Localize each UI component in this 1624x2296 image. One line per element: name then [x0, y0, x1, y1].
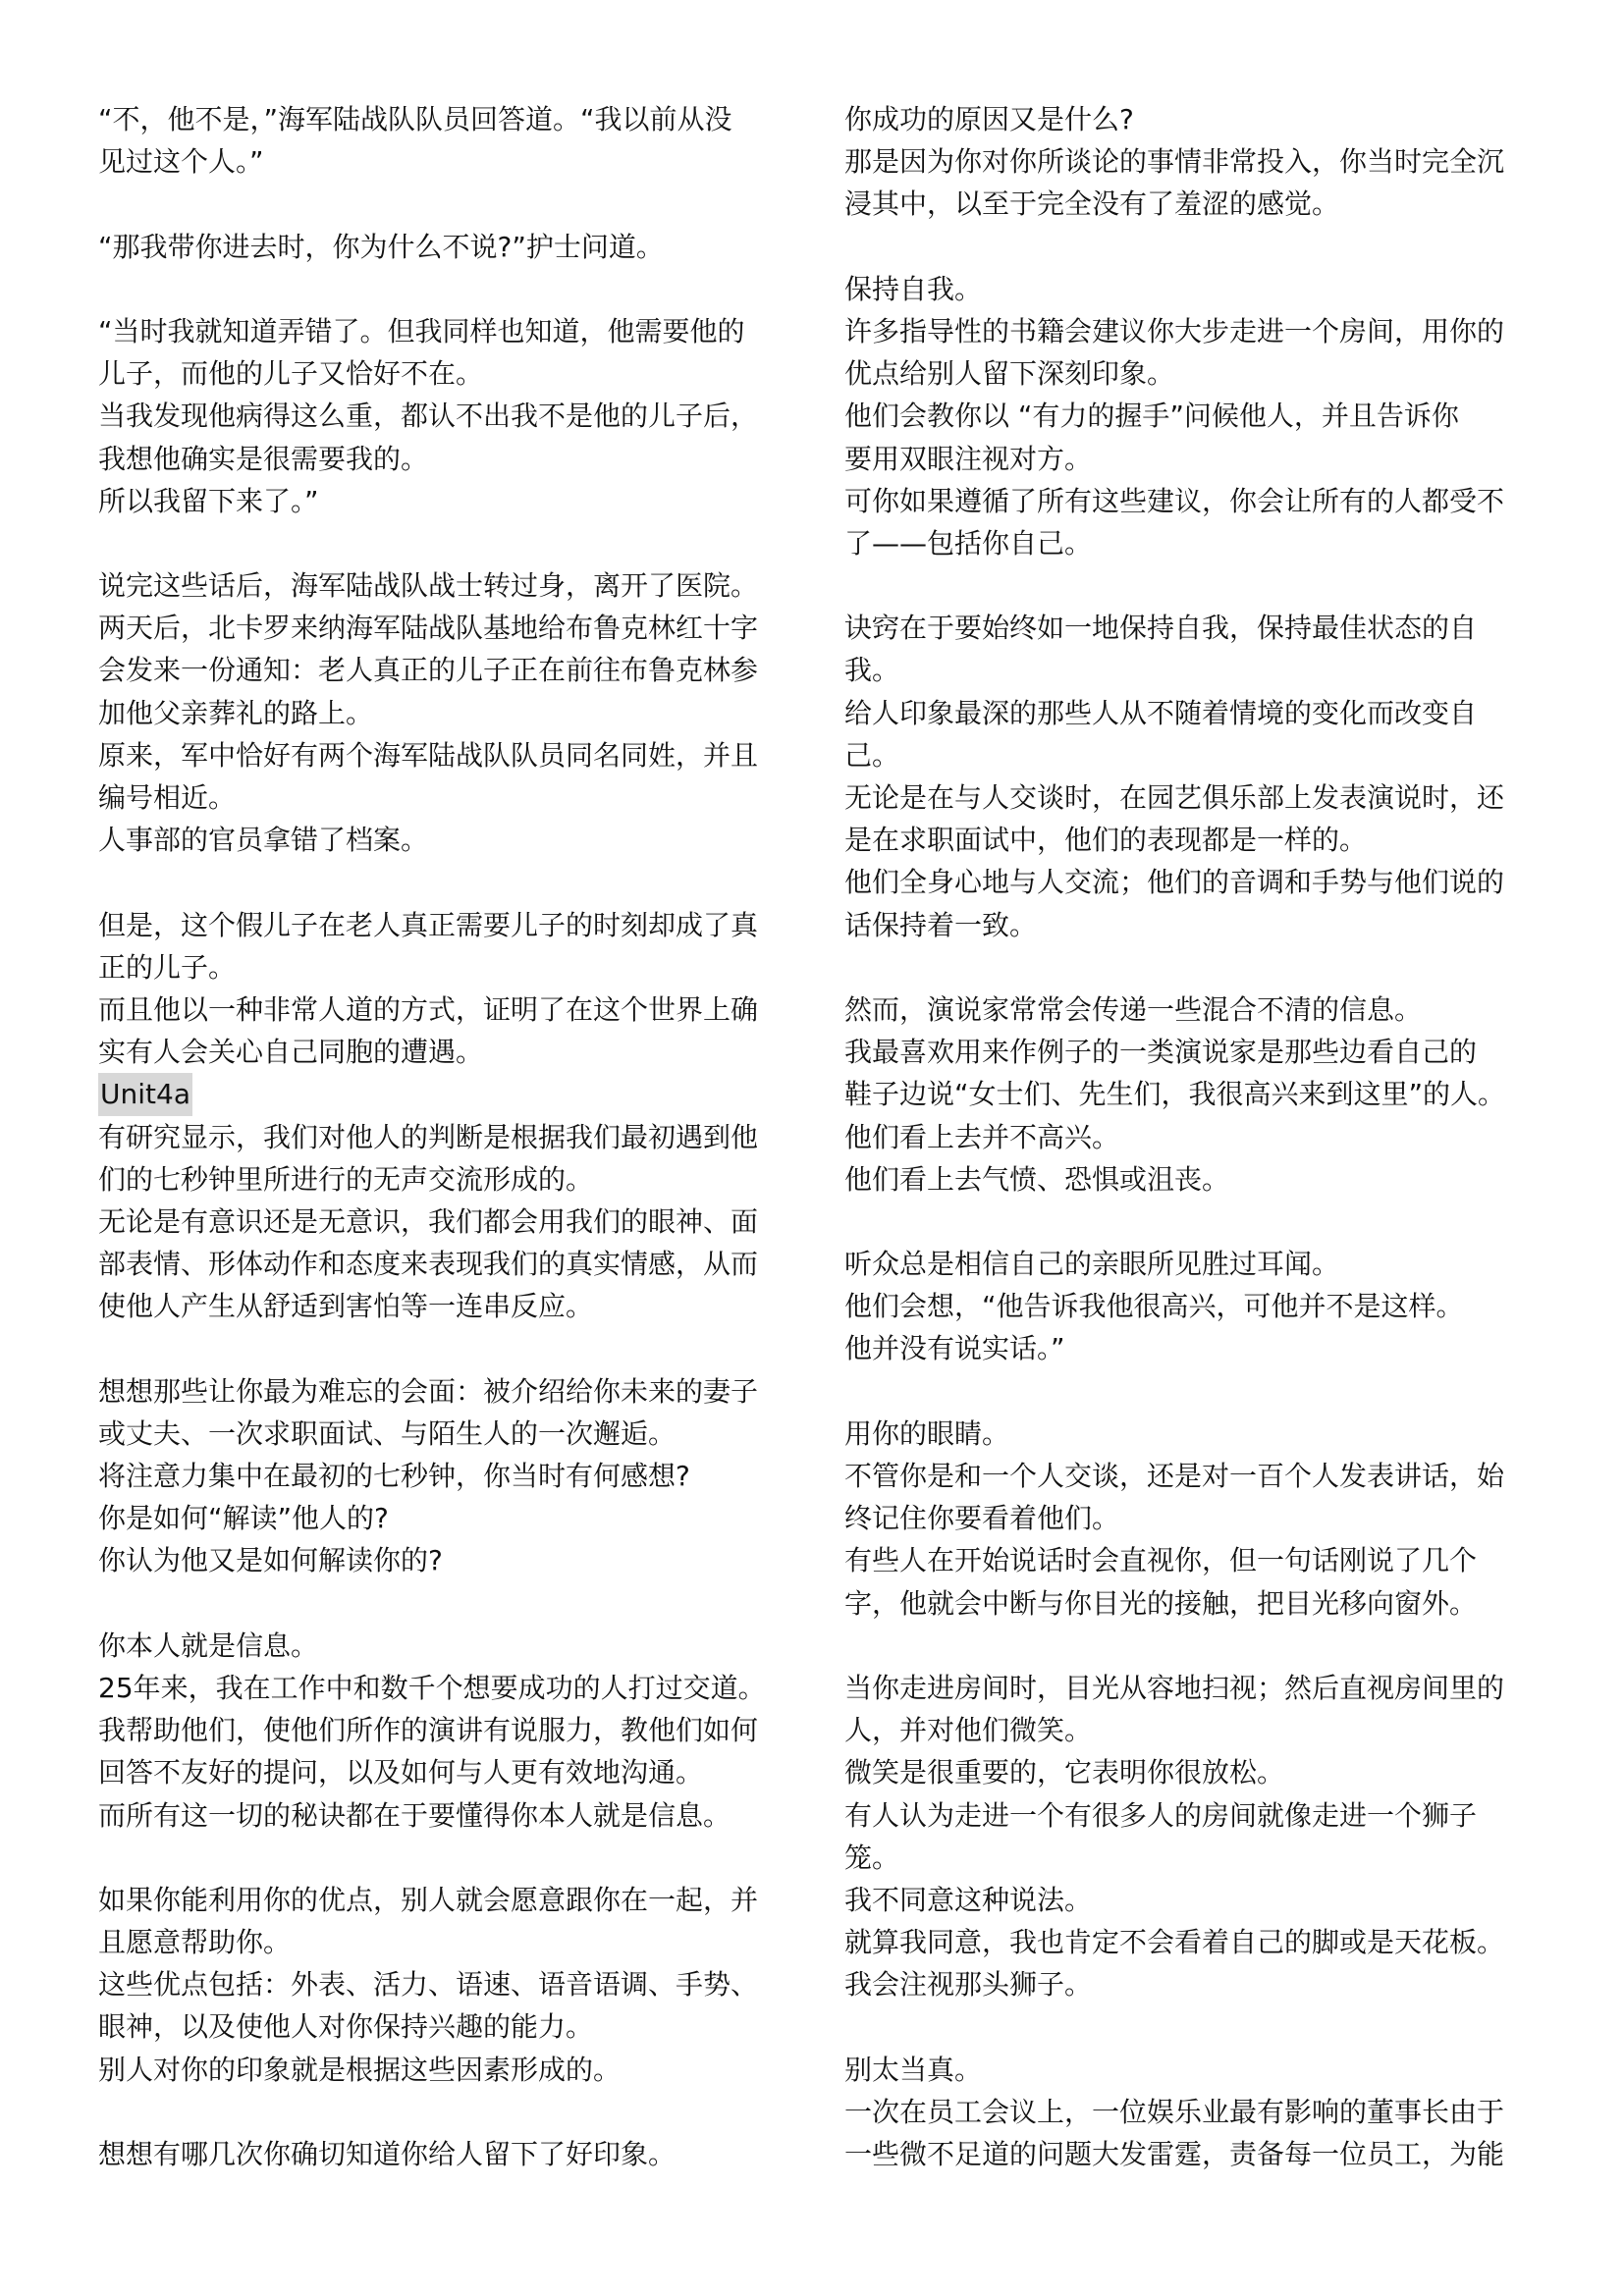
text-line: 所以我留下来了。”	[98, 484, 319, 517]
text-line: 你是如何“解读”他人的?	[98, 1502, 389, 1535]
text-line: 想想那些让你最为难忘的会面：被介绍给你未来的妻子	[98, 1374, 759, 1408]
text-line: 他们会想，“他告诉我他很高兴，可他并不是这样。	[844, 1290, 1464, 1323]
text-line: 见过这个人。”	[98, 145, 264, 179]
text-line: 而且他以一种非常人道的方式，证明了在这个世界上确	[98, 992, 759, 1026]
text-line: 使他人产生从舒适到害怕等一连串反应。	[98, 1290, 594, 1323]
text-line: 无论是在与人交谈时，在园艺俱乐部上发表演说时，还	[844, 781, 1505, 814]
text-line: 你本人就是信息。	[98, 1629, 319, 1662]
text-line: 实有人会关心自己同胞的遭遇。	[98, 1036, 484, 1069]
text-line: 我不同意这种说法。	[844, 1883, 1093, 1916]
text-line: 眼神，以及使他人对你保持兴趣的能力。	[98, 2010, 594, 2044]
text-line: 但是，这个假儿子在老人真正需要儿子的时刻却成了真	[98, 908, 759, 941]
text-line: 且愿意帮助你。	[98, 1926, 292, 1959]
text-line: 说完这些话后，海军陆战队战士转过身，离开了医院。	[98, 569, 759, 603]
text-line: 当你走进房间时，目光从容地扫视；然后直视房间里的	[844, 1671, 1505, 1704]
paragraph-gap	[844, 564, 1551, 607]
text-line: 编号相近。	[98, 781, 237, 814]
text-line: 然而，演说家常常会传递一些混合不清的信息。	[844, 992, 1423, 1026]
text-line: 了——包括你自己。	[844, 526, 1093, 560]
text-line: 他们看上去并不高兴。	[844, 1120, 1120, 1153]
paragraph-gap	[98, 1582, 805, 1625]
text-line: “不，他不是，”海军陆战队队员回答道。“我以前从没	[98, 103, 732, 135]
text-line: 就算我同意，我也肯定不会看着自己的脚或是天花板。	[844, 1926, 1505, 1959]
text-line: 微笑是很重要的，它表明你很放松。	[844, 1756, 1285, 1789]
text-line: 加他父亲葬礼的路上。	[98, 696, 374, 729]
text-line: 人事部的官员拿错了档案。	[98, 824, 429, 857]
text-line: 他们会教你以 “有力的握手”问候他人，并且告诉你	[844, 400, 1459, 433]
text-line: 有人认为走进一个有很多人的房间就像走进一个狮子	[844, 1798, 1478, 1832]
text-line: 我帮助他们，使他们所作的演讲有说服力，教他们如何	[98, 1714, 759, 1747]
paragraph-gap	[98, 183, 805, 225]
paragraph-gap	[98, 861, 805, 903]
text-line: 是在求职面试中，他们的表现都是一样的。	[844, 824, 1368, 857]
text-line: 给人印象最深的那些人从不随着情境的变化而改变自	[844, 696, 1478, 729]
text-line: 可你如果遵循了所有这些建议，你会让所有的人都受不	[844, 484, 1505, 517]
paragraph-gap	[844, 1201, 1551, 1243]
text-line: 儿子，而他的儿子又恰好不在。	[98, 357, 484, 391]
text-line: 话保持着一致。	[844, 908, 1038, 941]
left-text-column	[98, 98, 805, 2175]
text-line: 有研究显示，我们对他人的判断是根据我们最初遇到他	[98, 1120, 759, 1153]
text-line: 原来，军中恰好有两个海军陆战队队员同名同姓，并且	[98, 738, 759, 772]
text-line: 他并没有说实话。”	[844, 1332, 1065, 1365]
paragraph-gap	[844, 946, 1551, 988]
unit-heading-line	[98, 1073, 805, 1115]
paragraph-gap	[98, 1327, 805, 1369]
text-line: 别人对你的印象就是根据这些因素形成的。	[98, 2053, 622, 2086]
text-line: 将注意力集中在最初的七秒钟，你当时有何感想?	[98, 1460, 690, 1492]
text-line: 许多指导性的书籍会建议你大步走进一个房间，用你的	[844, 314, 1505, 347]
text-line: 你成功的原因又是什么?	[844, 103, 1134, 135]
text-line: 他们看上去气愤、恐惧或沮丧。	[844, 1162, 1230, 1196]
text-line: 这些优点包括：外表、活力、语速、语音语调、手势、	[98, 1968, 759, 2002]
text-line: 那是因为你对你所谈论的事情非常投入，你当时完全沉	[844, 145, 1505, 179]
unit-heading: Unit4a	[98, 1073, 192, 1115]
text-line: 无论是有意识还是无意识，我们都会用我们的眼神、面	[98, 1204, 759, 1238]
text-line: 不管你是和一个人交谈，还是对一百个人发表讲话，始	[844, 1460, 1505, 1492]
text-line: 优点给别人留下深刻印象。	[844, 357, 1175, 391]
text-line: 25年来，我在工作中和数千个想要成功的人打过交道。	[98, 1671, 766, 1704]
text-line: 浸其中，以至于完全没有了羞涩的感觉。	[844, 187, 1340, 221]
text-line: 保持自我。	[844, 272, 983, 305]
text-line: 会发来一份通知：老人真正的儿子正在前往布鲁克林参	[98, 654, 759, 687]
text-line: 当我发现他病得这么重，都认不出我不是他的儿子后，	[98, 400, 759, 433]
text-line: 一次在员工会议上，一位娱乐业最有影响的董事长由于	[844, 2095, 1505, 2128]
text-line: 或丈夫、一次求职面试、与陌生人的一次邂逅。	[98, 1416, 677, 1450]
paragraph-gap	[98, 1837, 805, 1879]
paragraph-gap	[98, 2091, 805, 2133]
paragraph-gap	[844, 1370, 1551, 1413]
text-line: 听众总是相信自己的亲眼所见胜过耳闻。	[844, 1248, 1340, 1281]
text-line: 我会注视那头狮子。	[844, 1968, 1093, 2002]
text-line: 笼。	[844, 1841, 900, 1874]
text-line: 正的儿子。	[98, 950, 237, 984]
text-line: 我最喜欢用来作例子的一类演说家是那些边看自己的	[844, 1036, 1478, 1069]
paragraph-gap	[844, 226, 1551, 268]
paragraph-gap	[98, 268, 805, 310]
text-line: 们的七秒钟里所进行的无声交流形成的。	[98, 1162, 594, 1196]
paragraph-gap	[844, 1625, 1551, 1667]
text-line: 你认为他又是如何解读你的?	[98, 1544, 443, 1577]
text-line: 我想他确实是很需要我的。	[98, 442, 429, 475]
text-line: 他们全身心地与人交流；他们的音调和手势与他们说的	[844, 866, 1505, 899]
text-line: 鞋子边说“女士们、先生们，我很高兴来到这里”的人。	[844, 1078, 1506, 1111]
right-text-column	[844, 98, 1551, 2175]
text-line: “当时我就知道弄错了。但我同样也知道，他需要他的	[98, 314, 745, 347]
paragraph-gap	[844, 2005, 1551, 2048]
text-line: 一些微不足道的问题大发雷霆，责备每一位员工，为能	[844, 2138, 1505, 2170]
text-line: 诀窍在于要始终如一地保持自我，保持最佳状态的自	[844, 612, 1478, 645]
text-line: 部表情、形体动作和态度来表现我们的真实情感，从而	[98, 1248, 759, 1281]
text-line: 己。	[844, 738, 900, 772]
paragraph-gap	[98, 522, 805, 564]
text-line: 我。	[844, 654, 900, 687]
text-line: 而所有这一切的秘诀都在于要懂得你本人就是信息。	[98, 1798, 731, 1832]
text-line: 想想有哪几次你确切知道你给人留下了好印象。	[98, 2138, 677, 2170]
text-line: 两天后，北卡罗来纳海军陆战队基地给布鲁克林红十字	[98, 612, 759, 645]
text-line: 回答不友好的提问，以及如何与人更有效地沟通。	[98, 1756, 704, 1789]
text-line: 要用双眼注视对方。	[844, 442, 1093, 475]
text-line: 终记住你要看着他们。	[844, 1502, 1120, 1535]
text-line: 如果你能利用你的优点，别人就会愿意跟你在一起，并	[98, 1883, 759, 1916]
text-line: 用你的眼睛。	[844, 1416, 1010, 1450]
text-line: 人，并对他们微笑。	[844, 1714, 1093, 1747]
text-line: 字，他就会中断与你目光的接触，把目光移向窗外。	[844, 1586, 1478, 1620]
text-line: “那我带你进去时，你为什么不说?”护士问道。	[98, 230, 664, 263]
text-line: 别太当真。	[844, 2053, 983, 2086]
text-line: 有些人在开始说话时会直视你，但一句话刚说了几个	[844, 1544, 1478, 1577]
